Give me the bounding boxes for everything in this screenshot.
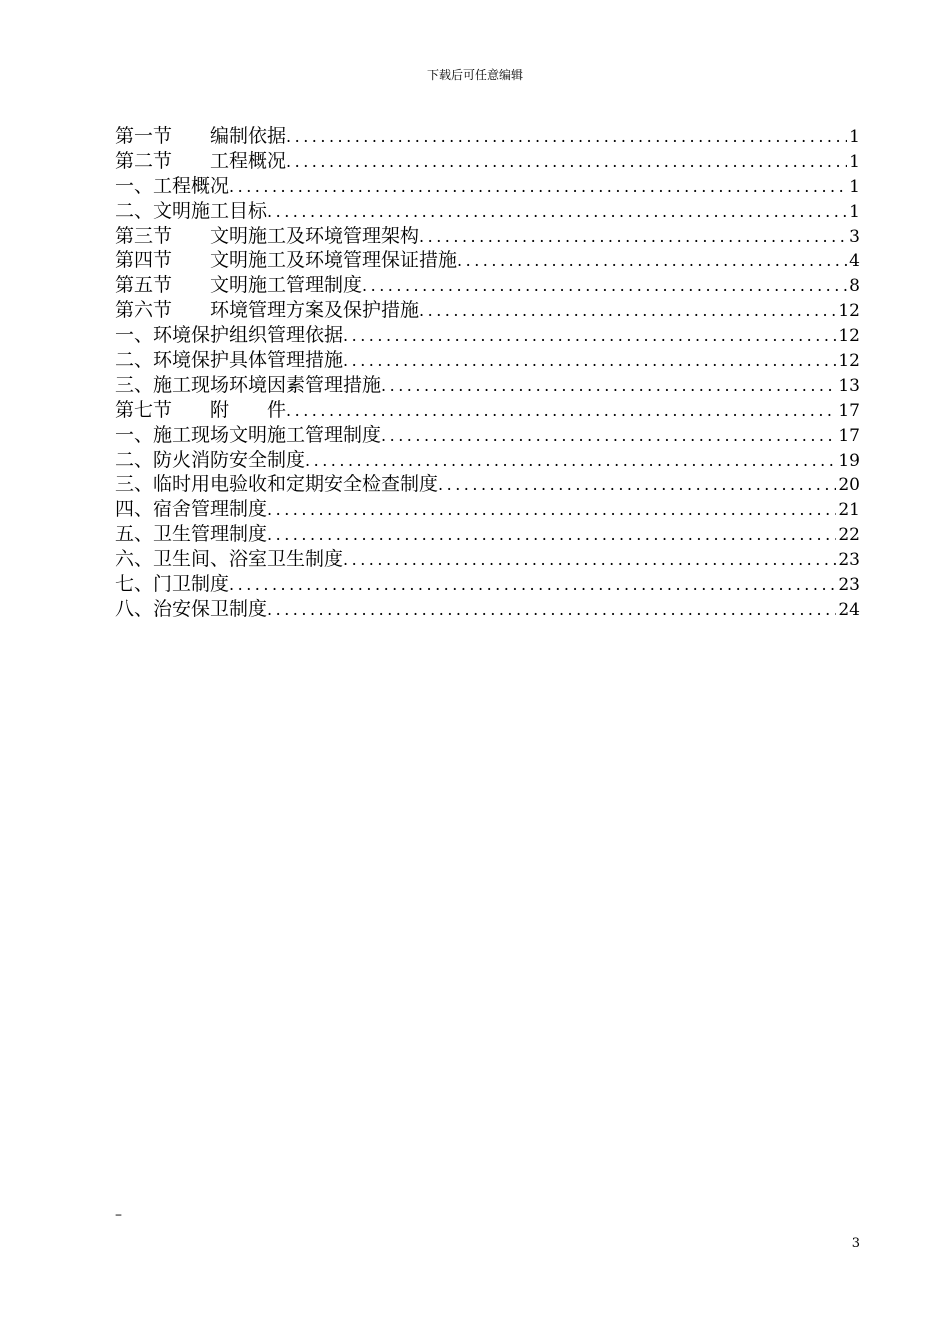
toc-dot-leader [286,399,836,423]
toc-entry-page: 4 [849,251,860,272]
toc-dot-leader [267,523,836,547]
toc-entry-page: 1 [849,151,860,172]
toc-entry[interactable] [115,323,860,348]
toc-dot-leader [286,150,847,174]
toc-entry[interactable] [115,373,860,398]
toc-entry[interactable] [115,149,860,174]
toc-dot-leader [267,498,836,522]
header-note: 下载后可任意编辑 [426,68,523,82]
toc-entry-page: 12 [838,351,860,372]
toc-entry-label: 二、文明施工目标 [115,199,268,222]
toc-entry-label: 四、宿舍管理制度 [115,498,268,521]
toc-dot-leader [457,249,847,273]
toc-dot-leader [343,324,836,348]
footer-dash: – [115,1207,122,1223]
toc-dot-leader [381,374,836,398]
toc-entry[interactable] [115,224,860,249]
toc-entry-label: 第七节 附 件 [115,398,287,421]
toc-entry[interactable] [115,572,860,597]
toc-dot-leader [286,125,847,149]
toc-entry-label: 一、环境保护组织管理依据 [115,324,344,347]
toc-entry-label: 第三节 文明施工及环境管理架构 [115,224,420,247]
toc-entry-page: 8 [849,276,860,297]
toc-entry-label: 第二节 工程概况 [115,149,287,172]
toc-entry[interactable] [115,423,860,448]
toc-dot-leader [419,225,847,249]
table-of-contents [115,124,860,622]
toc-entry-label: 三、施工现场环境因素管理措施 [115,373,382,396]
toc-entry-page: 1 [849,176,860,197]
toc-entry-page: 19 [838,450,860,471]
toc-entry[interactable] [115,348,860,373]
toc-dot-leader [438,473,836,497]
toc-entry-label: 第一节 编制依据 [115,125,287,147]
toc-dot-leader [267,200,847,224]
toc-entry-page: 22 [838,525,860,546]
toc-entry-page: 21 [838,500,860,521]
toc-entry[interactable] [115,547,860,572]
toc-dot-leader [229,175,847,199]
toc-entry-page: 1 [849,201,860,222]
toc-entry[interactable] [115,248,860,273]
toc-entry-page: 17 [838,425,860,446]
toc-entry-page: 20 [838,475,860,496]
toc-entry[interactable] [115,273,860,298]
toc-entry-page: 17 [838,400,860,421]
toc-entry[interactable] [115,298,860,323]
toc-entry[interactable] [115,174,860,199]
toc-entry-label: 第五节 文明施工管理制度 [115,274,363,297]
toc-entry-label: 第六节 环境管理方案及保护措施 [115,299,420,322]
toc-entry[interactable] [115,522,860,547]
toc-entry-page: 24 [838,599,860,620]
toc-entry-label: 二、环境保护具体管理措施 [115,349,344,372]
toc-entry-label: 六、卫生间、浴室卫生制度 [115,548,344,571]
toc-entry-label: 第四节 文明施工及环境管理保证措施 [115,249,458,272]
toc-dot-leader [305,449,836,473]
toc-entry-page: 12 [838,301,860,322]
toc-entry-page: 23 [838,550,860,571]
toc-entry-label: 一、施工现场文明施工管理制度 [115,423,382,446]
toc-entry[interactable] [115,199,860,224]
toc-entry-label: 一、工程概况 [115,174,230,197]
toc-dot-leader [419,299,836,323]
toc-entry-label: 五、卫生管理制度 [115,523,268,546]
toc-dot-leader [229,573,836,597]
toc-entry-page: 23 [838,575,860,596]
toc-entry-label: 七、门卫制度 [115,573,230,596]
toc-dot-leader [267,598,836,622]
toc-entry[interactable] [115,448,860,473]
toc-entry-page: 3 [849,226,860,247]
toc-entry[interactable] [115,124,860,149]
page-number: 3 [851,1236,860,1251]
toc-entry[interactable] [115,472,860,497]
toc-entry-label: 八、治安保卫制度 [115,597,268,620]
toc-entry[interactable] [115,398,860,423]
toc-dot-leader [362,274,847,298]
toc-entry-page: 12 [838,326,860,347]
toc-dot-leader [343,548,836,572]
toc-dot-leader [343,349,836,373]
toc-entry-label: 三、临时用电验收和定期安全检查制度 [115,473,439,496]
toc-entry[interactable] [115,597,860,622]
toc-entry-page: 13 [838,375,860,396]
toc-entry[interactable] [115,497,860,522]
toc-dot-leader [381,424,836,448]
toc-entry-label: 二、防火消防安全制度 [115,448,306,471]
toc-entry-page: 1 [849,127,860,147]
